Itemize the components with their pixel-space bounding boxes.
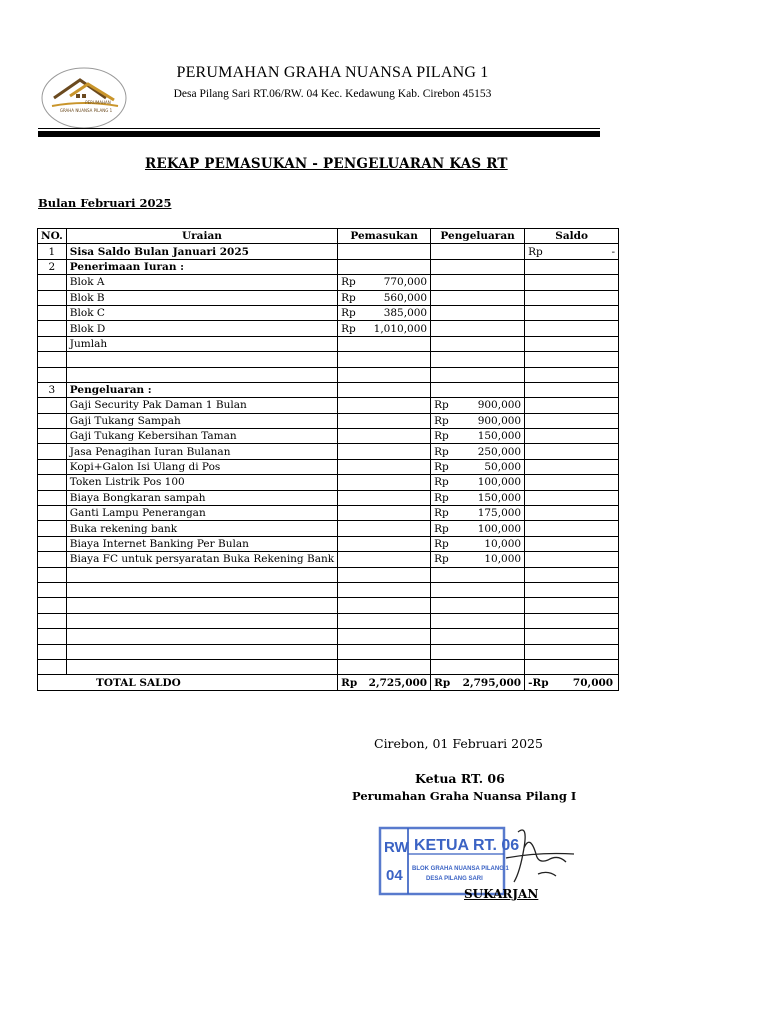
table-row	[38, 536, 619, 551]
row-no: 2	[38, 259, 67, 274]
table-row	[38, 644, 619, 659]
table-row	[38, 413, 619, 428]
table-row	[38, 459, 619, 474]
report-month: Bulan Februari 2025	[38, 196, 172, 210]
currency: Rp	[434, 399, 449, 412]
header-no: NO.	[38, 229, 67, 244]
expense-section-row	[38, 382, 619, 397]
table-row	[38, 444, 619, 459]
total-pengeluaran: 2,795,000	[462, 676, 522, 689]
currency: Rp	[341, 676, 358, 689]
currency: Rp	[434, 414, 449, 427]
opening-balance-row	[38, 244, 619, 259]
row-label: Buka rekening bank	[69, 522, 178, 535]
stamp-line2: DESA PILANG SARI	[426, 876, 483, 882]
currency: Rp	[341, 322, 356, 335]
row-label: Biaya FC untuk persyaratan Buka Rekening Bank	[69, 553, 335, 566]
table-row	[38, 552, 619, 567]
signer-role: Ketua RT. 06	[415, 771, 505, 786]
housing-logo	[40, 66, 128, 130]
amount: 900,000	[477, 399, 522, 412]
table-row	[38, 275, 619, 290]
amount: 10,000	[484, 553, 522, 566]
currency: Rp	[434, 676, 451, 689]
row-label: Sisa Saldo Bulan Januari 2025	[66, 244, 337, 259]
currency: Rp	[434, 553, 449, 566]
row-no: 3	[38, 382, 67, 397]
row-label: Kopi+Galon Isi Ulang di Pos	[69, 461, 221, 474]
currency: Rp	[341, 291, 356, 304]
table-row	[38, 352, 619, 367]
income-rows	[38, 275, 619, 337]
table-row	[38, 321, 619, 336]
row-label: Gaji Security Pak Daman 1 Bulan	[69, 399, 247, 412]
table-row	[38, 367, 619, 382]
table-row	[38, 521, 619, 536]
table-row	[38, 506, 619, 521]
row-no: 1	[38, 244, 67, 259]
stamp-rw: RW	[384, 839, 409, 856]
amount: 175,000	[477, 507, 522, 520]
currency: Rp	[528, 245, 543, 258]
table-row	[38, 629, 619, 644]
row-label: Jasa Penagihan Iuran Bulanan	[69, 445, 231, 458]
housing-address: Desa Pilang Sari RT.06/RW. 04 Kec. Kedawung Kab. Cirebon 45153	[173, 88, 492, 100]
logo-text-top: PERUMAHAN	[85, 100, 111, 105]
row-label: Blok A	[69, 276, 105, 289]
table-row	[38, 305, 619, 320]
amount: 770,000	[383, 276, 428, 289]
cash-ledger-table	[37, 228, 619, 691]
table-row	[38, 598, 619, 613]
signer-name: SUKARJAN	[464, 887, 539, 901]
row-label: Blok D	[69, 322, 106, 335]
income-total-row	[38, 336, 619, 351]
stamp-line1: BLOK GRAHA NUANSA PILANG 1	[412, 866, 509, 872]
table-row	[38, 398, 619, 413]
currency: Rp	[341, 276, 356, 289]
table-row	[38, 567, 619, 582]
opening-saldo: -	[611, 245, 616, 258]
place-date: Cirebon, 01 Februari 2025	[374, 736, 543, 751]
row-label: Token Listrik Pos 100	[69, 476, 185, 489]
amount: 50,000	[484, 461, 522, 474]
amount: 900,000	[477, 414, 522, 427]
row-label: Gaji Tukang Sampah	[69, 414, 181, 427]
amount: 150,000	[477, 491, 522, 504]
row-label: Biaya Internet Banking Per Bulan	[69, 538, 249, 550]
total-label: TOTAL SALDO	[38, 675, 338, 690]
document-title: REKAP PEMASUKAN - PENGELUARAN KAS RT	[145, 156, 508, 172]
currency: Rp	[434, 476, 449, 489]
table-row	[38, 429, 619, 444]
table-row	[38, 475, 619, 490]
currency: Rp	[434, 522, 449, 535]
housing-title: PERUMAHAN GRAHA NUANSA PILANG 1	[176, 64, 489, 81]
currency: Rp	[434, 491, 449, 504]
amount: 1,010,000	[373, 322, 428, 335]
total-saldo: 70,000	[572, 676, 614, 689]
row-label: Blok B	[69, 291, 105, 304]
amount: 560,000	[383, 291, 428, 304]
expense-rows	[38, 398, 619, 567]
header-rule-thick	[38, 131, 600, 137]
row-label: Ganti Lampu Penerangan	[69, 507, 206, 520]
currency: Rp	[434, 430, 449, 443]
header-rule-thin	[38, 128, 600, 129]
amount: 10,000	[484, 538, 522, 550]
stamp-rw-number: 04	[386, 867, 403, 884]
signer-organization: Perumahan Graha Nuansa Pilang I	[352, 789, 577, 803]
currency: Rp	[434, 445, 449, 458]
table-row	[38, 582, 619, 597]
header-pemasukan: Pemasukan	[338, 229, 431, 244]
header-pengeluaran: Pengeluaran	[431, 229, 525, 244]
total-row	[38, 675, 619, 690]
total-pemasukan: 2,725,000	[368, 676, 428, 689]
income-section-row	[38, 259, 619, 274]
currency: Rp	[341, 307, 356, 320]
row-label: Pengeluaran :	[66, 382, 337, 397]
currency: -Rp	[528, 676, 549, 689]
header-saldo: Saldo	[525, 229, 619, 244]
currency: Rp	[434, 538, 449, 550]
table-row	[38, 490, 619, 505]
table-header-row	[38, 229, 619, 244]
logo-text-bottom: GRAHA NUANSA PILANG 1	[59, 108, 113, 113]
amount: 100,000	[477, 476, 522, 489]
table-row	[38, 613, 619, 628]
row-label: Gaji Tukang Kebersihan Taman	[69, 430, 237, 443]
table-row	[38, 659, 619, 674]
row-label: Biaya Bongkaran sampah	[69, 491, 206, 504]
row-label: Jumlah	[66, 336, 337, 351]
stamp-title: KETUA RT. 06	[414, 837, 520, 854]
amount: 150,000	[477, 430, 522, 443]
row-label: Blok C	[69, 307, 105, 320]
amount: 385,000	[383, 307, 428, 320]
currency: Rp	[434, 507, 449, 520]
row-label: Penerimaan Iuran :	[66, 259, 337, 274]
header-uraian: Uraian	[66, 229, 337, 244]
currency: Rp	[434, 461, 449, 474]
amount: 100,000	[477, 522, 522, 535]
table-row	[38, 290, 619, 305]
amount: 250,000	[477, 445, 522, 458]
